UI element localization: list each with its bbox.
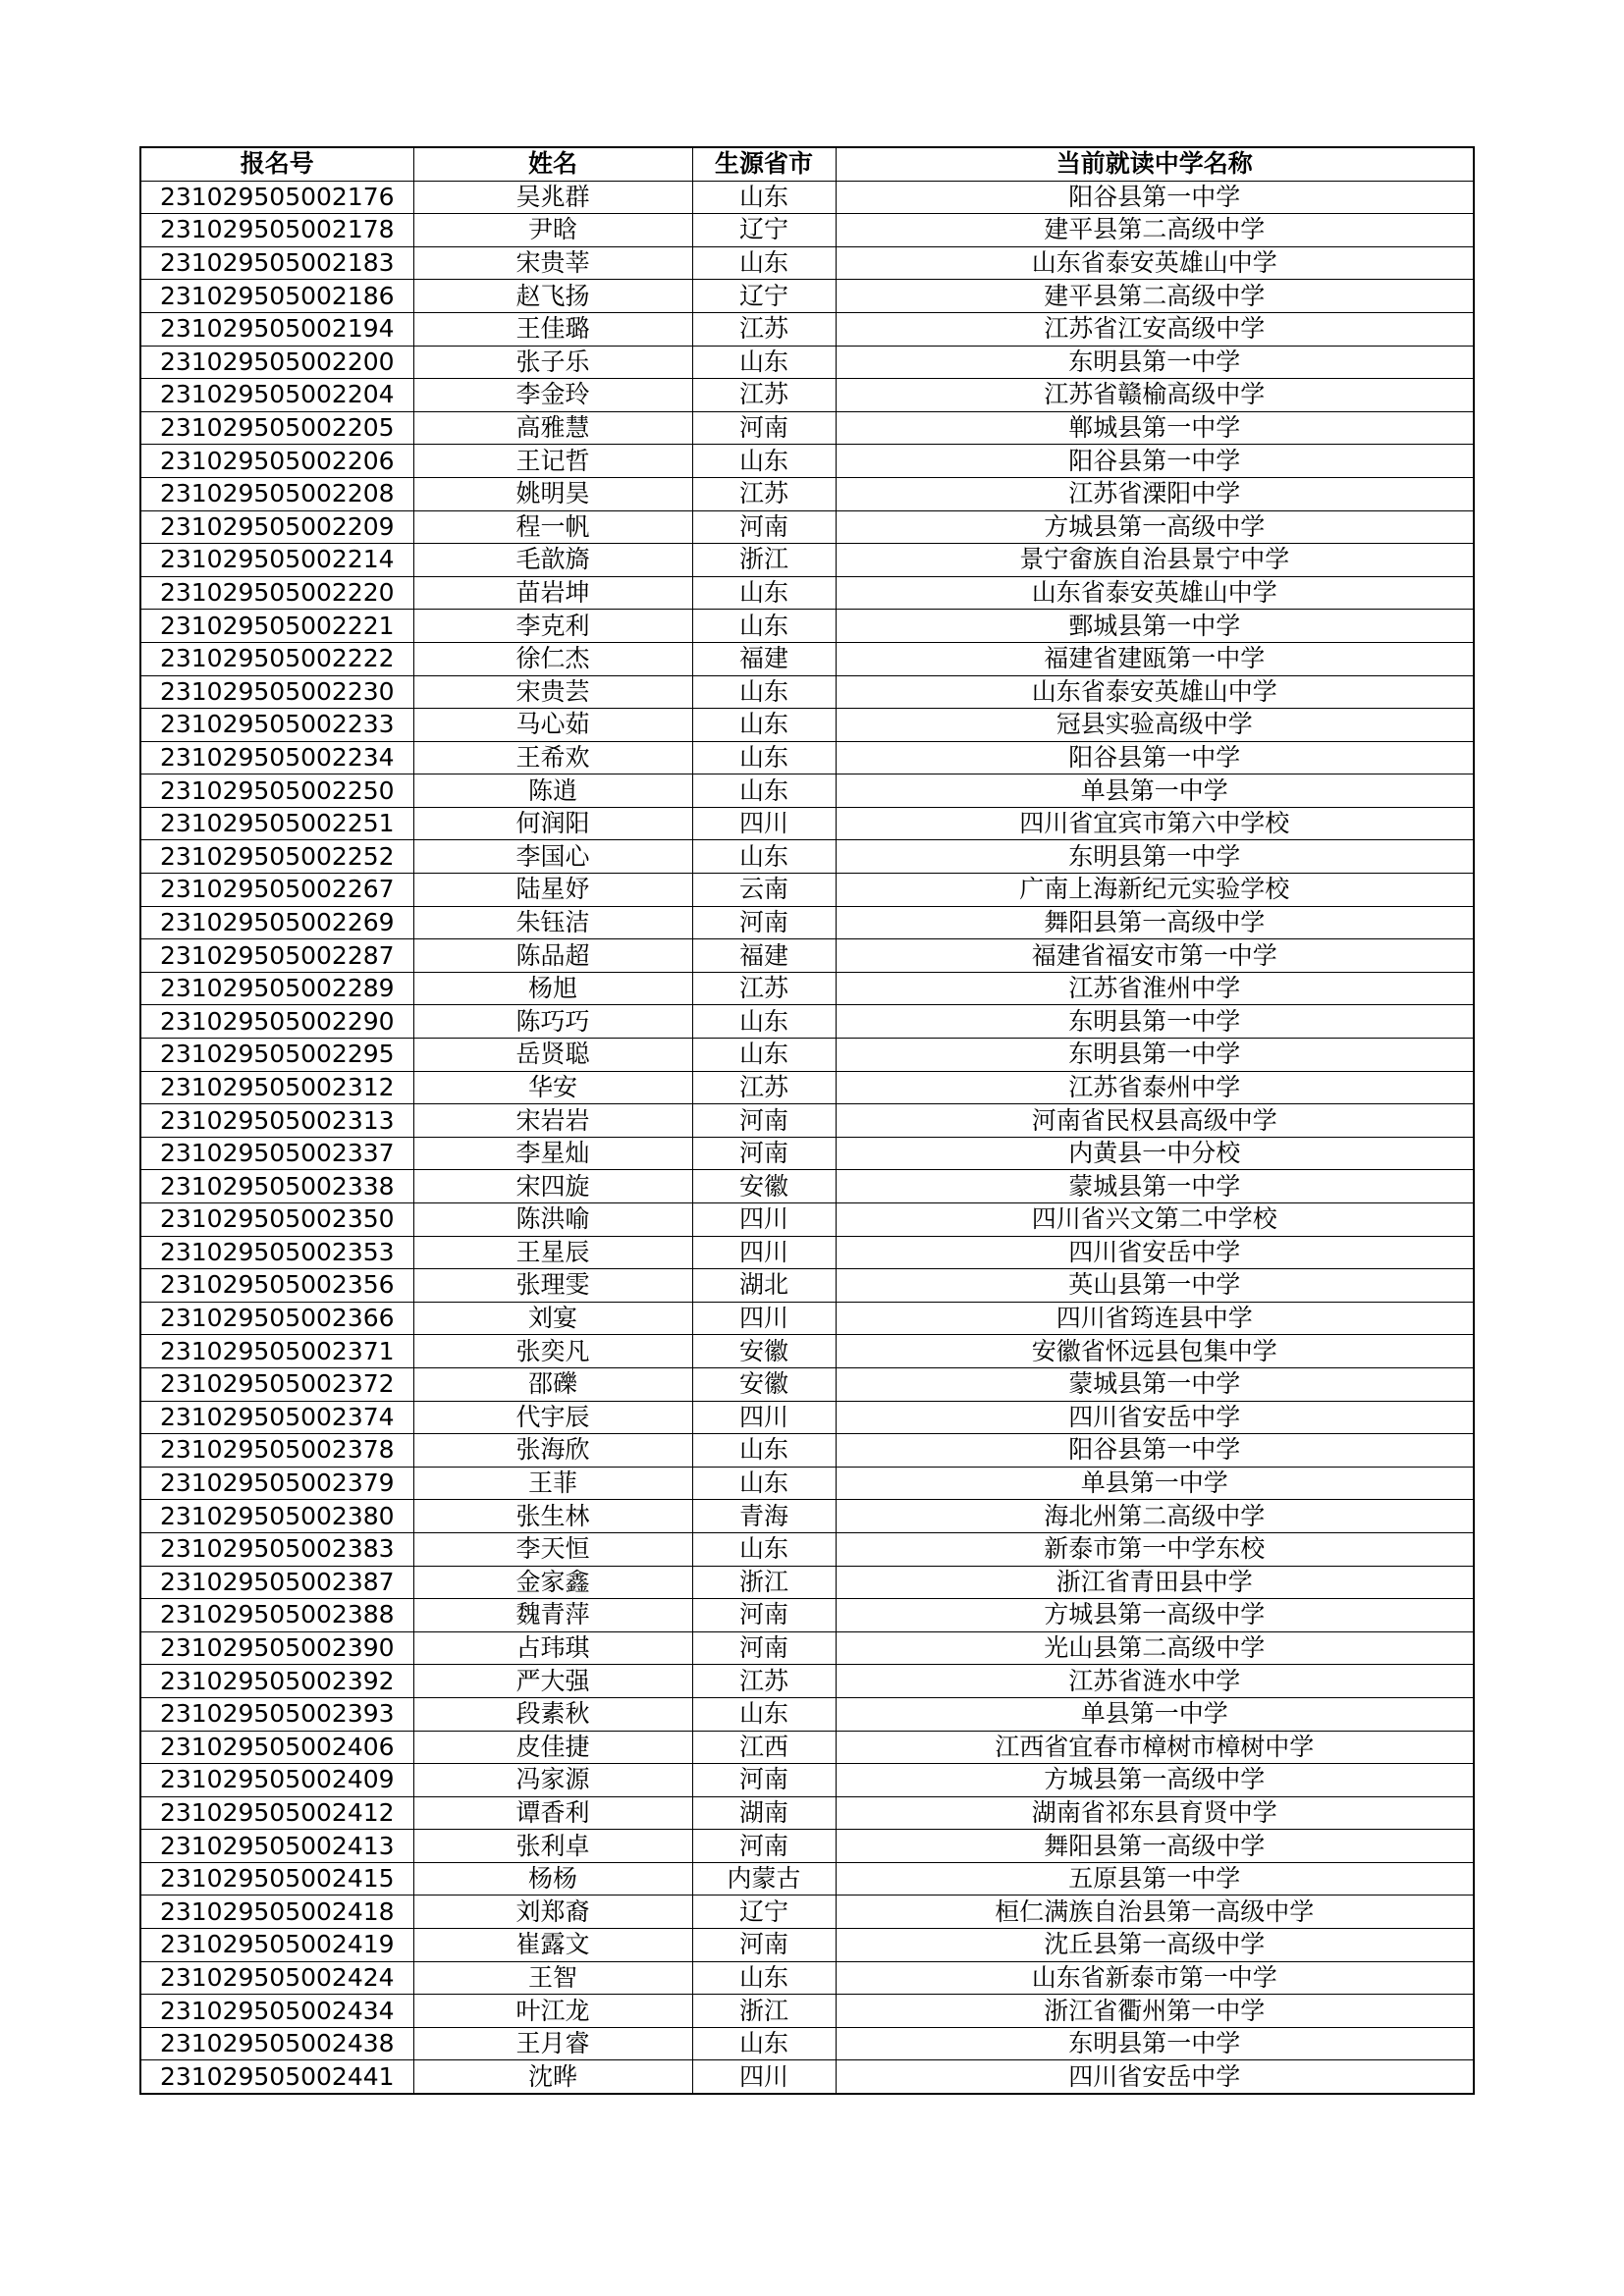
school-cell: 单县第一中学	[836, 1467, 1474, 1500]
table-row	[140, 1335, 1474, 1368]
table-row	[140, 1434, 1474, 1468]
province-cell: 河南	[692, 1764, 836, 1797]
registration-number-cell: 231029505002418	[140, 1896, 413, 1929]
province-cell: 江苏	[692, 1665, 836, 1698]
school-cell: 东明县第一中学	[836, 2027, 1474, 2060]
name-cell: 张利卓	[413, 1830, 692, 1863]
name-cell: 宋贵芸	[413, 675, 692, 709]
province-cell: 河南	[692, 906, 836, 939]
registration-number-cell: 231029505002287	[140, 939, 413, 973]
name-cell: 李克利	[413, 610, 692, 643]
applicant-table	[139, 146, 1475, 2095]
table-row	[140, 544, 1474, 577]
school-cell: 五原县第一中学	[836, 1862, 1474, 1896]
name-cell: 何润阳	[413, 807, 692, 840]
table-row	[140, 1170, 1474, 1203]
table-row	[140, 840, 1474, 874]
name-cell: 金家鑫	[413, 1566, 692, 1599]
table-row	[140, 874, 1474, 907]
name-cell: 岳贤聪	[413, 1039, 692, 1072]
name-cell: 严大强	[413, 1665, 692, 1698]
province-cell: 山东	[692, 1532, 836, 1566]
province-cell: 安徽	[692, 1335, 836, 1368]
column-header-school: 当前就读中学名称	[836, 147, 1474, 181]
name-cell: 冯家源	[413, 1764, 692, 1797]
province-cell: 江苏	[692, 972, 836, 1005]
province-cell: 内蒙古	[692, 1862, 836, 1896]
name-cell: 邵礫	[413, 1367, 692, 1401]
registration-number-cell: 231029505002222	[140, 642, 413, 675]
registration-number-cell: 231029505002338	[140, 1170, 413, 1203]
province-cell: 福建	[692, 939, 836, 973]
province-cell: 山东	[692, 774, 836, 808]
name-cell: 姚明昊	[413, 477, 692, 510]
table-row	[140, 1995, 1474, 2028]
school-cell: 东明县第一中学	[836, 1039, 1474, 1072]
registration-number-cell: 231029505002313	[140, 1104, 413, 1138]
province-cell: 山东	[692, 610, 836, 643]
table-row	[140, 1566, 1474, 1599]
school-cell: 东明县第一中学	[836, 840, 1474, 874]
registration-number-cell: 231029505002388	[140, 1599, 413, 1632]
school-cell: 新泰市第一中学东校	[836, 1532, 1474, 1566]
school-cell: 广南上海新纪元实验学校	[836, 874, 1474, 907]
name-cell: 陈逍	[413, 774, 692, 808]
name-cell: 尹晗	[413, 214, 692, 247]
school-cell: 江苏省溧阳中学	[836, 477, 1474, 510]
registration-number-cell: 231029505002176	[140, 181, 413, 214]
school-cell: 江苏省泰州中学	[836, 1071, 1474, 1104]
name-cell: 王菲	[413, 1467, 692, 1500]
table-row	[140, 774, 1474, 808]
name-cell: 王智	[413, 1961, 692, 1995]
school-cell: 阳谷县第一中学	[836, 741, 1474, 774]
table-row	[140, 1467, 1474, 1500]
table-row	[140, 709, 1474, 742]
table-row	[140, 972, 1474, 1005]
table-row	[140, 1697, 1474, 1731]
registration-number-cell: 231029505002289	[140, 972, 413, 1005]
name-cell: 叶江龙	[413, 1995, 692, 2028]
table-row	[140, 379, 1474, 412]
table-row	[140, 510, 1474, 544]
registration-number-cell: 231029505002230	[140, 675, 413, 709]
province-cell: 山东	[692, 1005, 836, 1039]
name-cell: 宋四旋	[413, 1170, 692, 1203]
school-cell: 浙江省衢州第一中学	[836, 1995, 1474, 2028]
province-cell: 山东	[692, 346, 836, 379]
table-row	[140, 675, 1474, 709]
school-cell: 阳谷县第一中学	[836, 1434, 1474, 1468]
name-cell: 张子乐	[413, 346, 692, 379]
name-cell: 吴兆群	[413, 181, 692, 214]
column-header-registration-number: 报名号	[140, 147, 413, 181]
name-cell: 沈晔	[413, 2060, 692, 2094]
registration-number-cell: 231029505002267	[140, 874, 413, 907]
name-cell: 刘宴	[413, 1302, 692, 1335]
province-cell: 山东	[692, 576, 836, 610]
registration-number-cell: 231029505002200	[140, 346, 413, 379]
name-cell: 徐仁杰	[413, 642, 692, 675]
registration-number-cell: 231029505002234	[140, 741, 413, 774]
table-row	[140, 906, 1474, 939]
table-row	[140, 1731, 1474, 1764]
province-cell: 浙江	[692, 544, 836, 577]
province-cell: 山东	[692, 445, 836, 478]
registration-number-cell: 231029505002353	[140, 1236, 413, 1269]
name-cell: 张奕凡	[413, 1335, 692, 1368]
school-cell: 英山县第一中学	[836, 1269, 1474, 1303]
registration-number-cell: 231029505002183	[140, 246, 413, 280]
name-cell: 马心茹	[413, 709, 692, 742]
school-cell: 四川省筠连县中学	[836, 1302, 1474, 1335]
registration-number-cell: 231029505002209	[140, 510, 413, 544]
name-cell: 朱钰洁	[413, 906, 692, 939]
registration-number-cell: 231029505002374	[140, 1401, 413, 1434]
province-cell: 四川	[692, 1302, 836, 1335]
school-cell: 海北州第二高级中学	[836, 1500, 1474, 1533]
table-row	[140, 1401, 1474, 1434]
table-row	[140, 1039, 1474, 1072]
province-cell: 辽宁	[692, 214, 836, 247]
school-cell: 阳谷县第一中学	[836, 181, 1474, 214]
name-cell: 程一帆	[413, 510, 692, 544]
province-cell: 山东	[692, 675, 836, 709]
name-cell: 高雅慧	[413, 411, 692, 445]
registration-number-cell: 231029505002419	[140, 1929, 413, 1962]
header-row	[140, 147, 1474, 181]
name-cell: 王记哲	[413, 445, 692, 478]
province-cell: 山东	[692, 1467, 836, 1500]
school-cell: 山东省新泰市第一中学	[836, 1961, 1474, 1995]
school-cell: 景宁畲族自治县景宁中学	[836, 544, 1474, 577]
school-cell: 江苏省江安高级中学	[836, 312, 1474, 346]
registration-number-cell: 231029505002380	[140, 1500, 413, 1533]
table-row	[140, 445, 1474, 478]
name-cell: 魏青萍	[413, 1599, 692, 1632]
table-row	[140, 181, 1474, 214]
school-cell: 沈丘县第一高级中学	[836, 1929, 1474, 1962]
province-cell: 四川	[692, 2060, 836, 2094]
school-cell: 山东省泰安英雄山中学	[836, 246, 1474, 280]
province-cell: 江苏	[692, 477, 836, 510]
table-row	[140, 2060, 1474, 2094]
name-cell: 谭香利	[413, 1796, 692, 1830]
province-cell: 河南	[692, 1830, 836, 1863]
registration-number-cell: 231029505002295	[140, 1039, 413, 1072]
table-row	[140, 1532, 1474, 1566]
registration-number-cell: 231029505002252	[140, 840, 413, 874]
province-cell: 江苏	[692, 379, 836, 412]
school-cell: 山东省泰安英雄山中学	[836, 576, 1474, 610]
school-cell: 单县第一中学	[836, 1697, 1474, 1731]
province-cell: 湖南	[692, 1796, 836, 1830]
table-row	[140, 346, 1474, 379]
table-row	[140, 1302, 1474, 1335]
school-cell: 舞阳县第一高级中学	[836, 1830, 1474, 1863]
name-cell: 张海欣	[413, 1434, 692, 1468]
registration-number-cell: 231029505002383	[140, 1532, 413, 1566]
school-cell: 安徽省怀远县包集中学	[836, 1335, 1474, 1368]
school-cell: 阳谷县第一中学	[836, 445, 1474, 478]
name-cell: 陈巧巧	[413, 1005, 692, 1039]
registration-number-cell: 231029505002208	[140, 477, 413, 510]
registration-number-cell: 231029505002371	[140, 1335, 413, 1368]
registration-number-cell: 231029505002413	[140, 1830, 413, 1863]
province-cell: 山东	[692, 741, 836, 774]
name-cell: 李国心	[413, 840, 692, 874]
table-row	[140, 1500, 1474, 1533]
province-cell: 河南	[692, 411, 836, 445]
name-cell: 赵飞扬	[413, 280, 692, 313]
school-cell: 蒙城县第一中学	[836, 1367, 1474, 1401]
name-cell: 杨杨	[413, 1862, 692, 1896]
province-cell: 河南	[692, 510, 836, 544]
school-cell: 河南省民权县高级中学	[836, 1104, 1474, 1138]
table-row	[140, 214, 1474, 247]
school-cell: 四川省安岳中学	[836, 2060, 1474, 2094]
registration-number-cell: 231029505002250	[140, 774, 413, 808]
registration-number-cell: 231029505002204	[140, 379, 413, 412]
school-cell: 郸城县第一中学	[836, 411, 1474, 445]
school-cell: 建平县第二高级中学	[836, 280, 1474, 313]
province-cell: 江西	[692, 1731, 836, 1764]
registration-number-cell: 231029505002379	[140, 1467, 413, 1500]
school-cell: 四川省宜宾市第六中学校	[836, 807, 1474, 840]
registration-number-cell: 231029505002206	[140, 445, 413, 478]
name-cell: 杨旭	[413, 972, 692, 1005]
name-cell: 李天恒	[413, 1532, 692, 1566]
province-cell: 河南	[692, 1631, 836, 1665]
table-row	[140, 1796, 1474, 1830]
name-cell: 宋岩岩	[413, 1104, 692, 1138]
name-cell: 李星灿	[413, 1137, 692, 1170]
registration-number-cell: 231029505002186	[140, 280, 413, 313]
school-cell: 蒙城县第一中学	[836, 1170, 1474, 1203]
province-cell: 山东	[692, 2027, 836, 2060]
province-cell: 山东	[692, 181, 836, 214]
province-cell: 山东	[692, 709, 836, 742]
table-header	[140, 147, 1474, 181]
name-cell: 占玮琪	[413, 1631, 692, 1665]
table-row	[140, 807, 1474, 840]
province-cell: 青海	[692, 1500, 836, 1533]
registration-number-cell: 231029505002434	[140, 1995, 413, 2028]
table-row	[140, 1137, 1474, 1170]
province-cell: 山东	[692, 246, 836, 280]
province-cell: 山东	[692, 1434, 836, 1468]
province-cell: 江苏	[692, 312, 836, 346]
registration-number-cell: 231029505002337	[140, 1137, 413, 1170]
school-cell: 四川省安岳中学	[836, 1236, 1474, 1269]
registration-number-cell: 231029505002178	[140, 214, 413, 247]
registration-number-cell: 231029505002392	[140, 1665, 413, 1698]
school-cell: 浙江省青田县中学	[836, 1566, 1474, 1599]
province-cell: 河南	[692, 1929, 836, 1962]
table-row	[140, 1961, 1474, 1995]
name-cell: 王佳璐	[413, 312, 692, 346]
province-cell: 安徽	[692, 1367, 836, 1401]
registration-number-cell: 231029505002366	[140, 1302, 413, 1335]
registration-number-cell: 231029505002424	[140, 1961, 413, 1995]
name-cell: 苗岩坤	[413, 576, 692, 610]
school-cell: 福建省福安市第一中学	[836, 939, 1474, 973]
school-cell: 东明县第一中学	[836, 346, 1474, 379]
registration-number-cell: 231029505002356	[140, 1269, 413, 1303]
table-row	[140, 1665, 1474, 1698]
registration-number-cell: 231029505002390	[140, 1631, 413, 1665]
registration-number-cell: 231029505002372	[140, 1367, 413, 1401]
name-cell: 代宇辰	[413, 1401, 692, 1434]
name-cell: 崔露文	[413, 1929, 692, 1962]
name-cell: 王星辰	[413, 1236, 692, 1269]
registration-number-cell: 231029505002205	[140, 411, 413, 445]
name-cell: 李金玲	[413, 379, 692, 412]
table-row	[140, 1862, 1474, 1896]
table-row	[140, 1203, 1474, 1237]
province-cell: 河南	[692, 1137, 836, 1170]
table-row	[140, 1071, 1474, 1104]
registration-number-cell: 231029505002220	[140, 576, 413, 610]
registration-number-cell: 231029505002378	[140, 1434, 413, 1468]
school-cell: 东明县第一中学	[836, 1005, 1474, 1039]
table-row	[140, 741, 1474, 774]
table-row	[140, 1236, 1474, 1269]
table-row	[140, 576, 1474, 610]
registration-number-cell: 231029505002233	[140, 709, 413, 742]
school-cell: 福建省建瓯第一中学	[836, 642, 1474, 675]
province-cell: 浙江	[692, 1995, 836, 2028]
school-cell: 舞阳县第一高级中学	[836, 906, 1474, 939]
school-cell: 鄄城县第一中学	[836, 610, 1474, 643]
registration-number-cell: 231029505002221	[140, 610, 413, 643]
province-cell: 河南	[692, 1104, 836, 1138]
school-cell: 方城县第一高级中学	[836, 1764, 1474, 1797]
school-cell: 四川省安岳中学	[836, 1401, 1474, 1434]
table-row	[140, 477, 1474, 510]
registration-number-cell: 231029505002290	[140, 1005, 413, 1039]
registration-number-cell: 231029505002406	[140, 1731, 413, 1764]
province-cell: 辽宁	[692, 280, 836, 313]
province-cell: 四川	[692, 807, 836, 840]
name-cell: 皮佳捷	[413, 1731, 692, 1764]
registration-number-cell: 231029505002415	[140, 1862, 413, 1896]
province-cell: 湖北	[692, 1269, 836, 1303]
province-cell: 四川	[692, 1203, 836, 1237]
province-cell: 四川	[692, 1236, 836, 1269]
name-cell: 张生林	[413, 1500, 692, 1533]
table-row	[140, 411, 1474, 445]
name-cell: 宋贵莘	[413, 246, 692, 280]
province-cell: 山东	[692, 840, 836, 874]
registration-number-cell: 231029505002412	[140, 1796, 413, 1830]
table-row	[140, 1830, 1474, 1863]
province-cell: 河南	[692, 1599, 836, 1632]
table-row	[140, 642, 1474, 675]
province-cell: 山东	[692, 1697, 836, 1731]
name-cell: 毛歆旖	[413, 544, 692, 577]
table-row	[140, 246, 1474, 280]
province-cell: 山东	[692, 1961, 836, 1995]
school-cell: 方城县第一高级中学	[836, 1599, 1474, 1632]
province-cell: 江苏	[692, 1071, 836, 1104]
province-cell: 四川	[692, 1401, 836, 1434]
school-cell: 江西省宜春市樟树市樟树中学	[836, 1731, 1474, 1764]
name-cell: 陈品超	[413, 939, 692, 973]
province-cell: 浙江	[692, 1566, 836, 1599]
table-row	[140, 1764, 1474, 1797]
name-cell: 陆星妤	[413, 874, 692, 907]
table-row	[140, 2027, 1474, 2060]
school-cell: 四川省兴文第二中学校	[836, 1203, 1474, 1237]
table-row	[140, 1896, 1474, 1929]
province-cell: 安徽	[692, 1170, 836, 1203]
school-cell: 单县第一中学	[836, 774, 1474, 808]
table-row	[140, 312, 1474, 346]
school-cell: 内黄县一中分校	[836, 1137, 1474, 1170]
registration-number-cell: 231029505002251	[140, 807, 413, 840]
registration-number-cell: 231029505002409	[140, 1764, 413, 1797]
table-row	[140, 1367, 1474, 1401]
registration-number-cell: 231029505002350	[140, 1203, 413, 1237]
name-cell: 华安	[413, 1071, 692, 1104]
school-cell: 江苏省赣榆高级中学	[836, 379, 1474, 412]
school-cell: 建平县第二高级中学	[836, 214, 1474, 247]
column-header-province: 生源省市	[692, 147, 836, 181]
column-header-name: 姓名	[413, 147, 692, 181]
table-row	[140, 280, 1474, 313]
school-cell: 江苏省淮州中学	[836, 972, 1474, 1005]
province-cell: 云南	[692, 874, 836, 907]
school-cell: 桓仁满族自治县第一高级中学	[836, 1896, 1474, 1929]
name-cell: 陈洪喻	[413, 1203, 692, 1237]
table-row	[140, 1599, 1474, 1632]
name-cell: 王希欢	[413, 741, 692, 774]
registration-number-cell: 231029505002312	[140, 1071, 413, 1104]
table-row	[140, 1269, 1474, 1303]
name-cell: 王月睿	[413, 2027, 692, 2060]
school-cell: 湖南省祁东县育贤中学	[836, 1796, 1474, 1830]
name-cell: 刘郑裔	[413, 1896, 692, 1929]
table-body	[140, 181, 1474, 2094]
registration-number-cell: 231029505002387	[140, 1566, 413, 1599]
school-cell: 冠县实验高级中学	[836, 709, 1474, 742]
table-row	[140, 1005, 1474, 1039]
name-cell: 张理雯	[413, 1269, 692, 1303]
school-cell: 方城县第一高级中学	[836, 510, 1474, 544]
registration-number-cell: 231029505002438	[140, 2027, 413, 2060]
table-row	[140, 1929, 1474, 1962]
province-cell: 福建	[692, 642, 836, 675]
registration-number-cell: 231029505002393	[140, 1697, 413, 1731]
table-row	[140, 939, 1474, 973]
registration-number-cell: 231029505002194	[140, 312, 413, 346]
table-row	[140, 610, 1474, 643]
table-row	[140, 1631, 1474, 1665]
school-cell: 光山县第二高级中学	[836, 1631, 1474, 1665]
registration-number-cell: 231029505002269	[140, 906, 413, 939]
province-cell: 辽宁	[692, 1896, 836, 1929]
school-cell: 山东省泰安英雄山中学	[836, 675, 1474, 709]
table-row	[140, 1104, 1474, 1138]
name-cell: 段素秋	[413, 1697, 692, 1731]
school-cell: 江苏省涟水中学	[836, 1665, 1474, 1698]
province-cell: 山东	[692, 1039, 836, 1072]
registration-number-cell: 231029505002214	[140, 544, 413, 577]
registration-number-cell: 231029505002441	[140, 2060, 413, 2094]
